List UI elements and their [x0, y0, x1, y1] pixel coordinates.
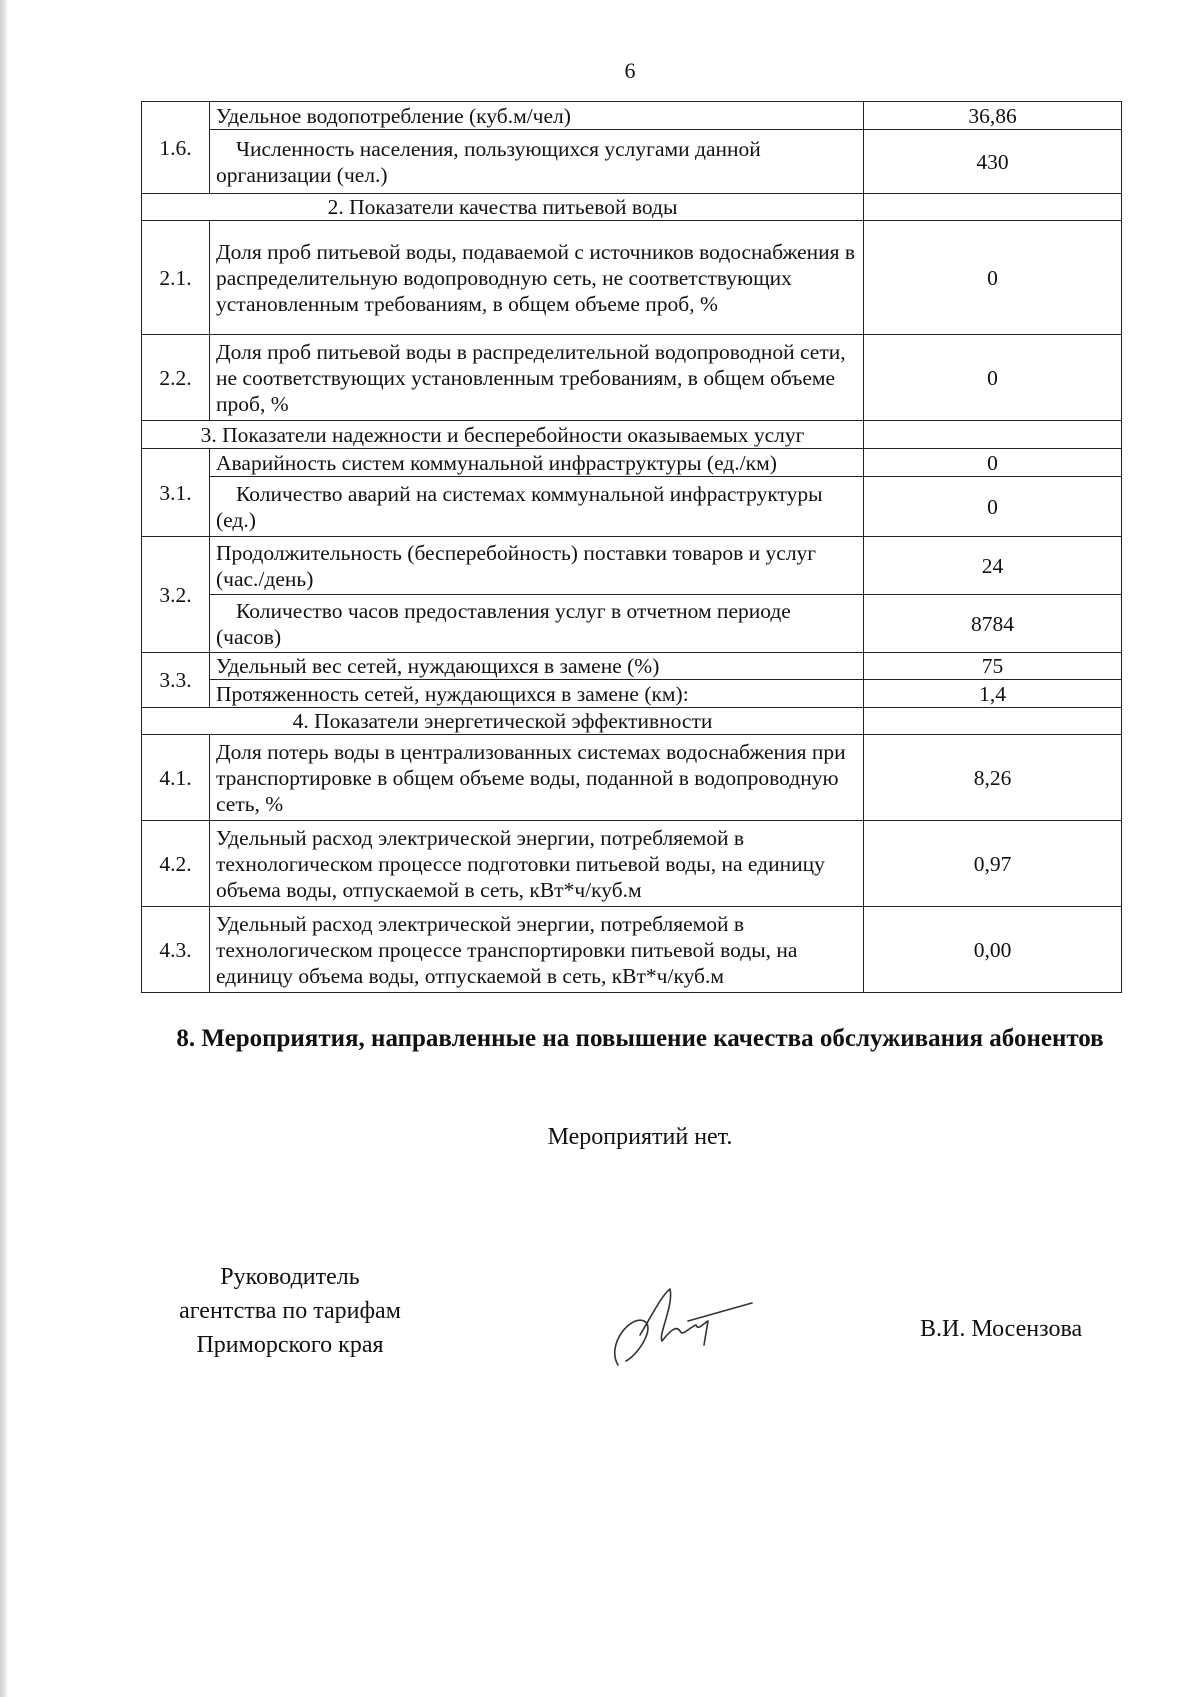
- indicator-value: 24: [864, 537, 1122, 595]
- table-row: [142, 102, 1122, 130]
- indicator-value: 0: [864, 221, 1122, 335]
- table-row: [142, 653, 1122, 680]
- indicator-value: 75: [864, 653, 1122, 680]
- indicator-value: 36,86: [864, 102, 1122, 130]
- table-row: [142, 221, 1122, 335]
- table-row: [142, 735, 1122, 821]
- indicator-value: 0: [864, 477, 1122, 537]
- indicator-name: Удельный расход электрической энергии, потребляемой в технологическом процессе транспортировки питьевой воды, на единицу объема воды, отпускаемой в сеть, кВт*ч/куб.м: [210, 907, 864, 993]
- row-number: 2.2.: [142, 335, 210, 421]
- signer-title: [130, 1260, 450, 1362]
- indicator-value: 0,97: [864, 821, 1122, 907]
- section-row: [142, 194, 1122, 221]
- signer-title-line: Приморского края: [196, 1332, 384, 1358]
- indicator-name: Удельное водопотребление (куб.м/чел): [210, 102, 864, 130]
- indicators-table: [141, 101, 1122, 993]
- indicator-name: Численность населения, пользующихся услугами данной организации (чел.): [210, 130, 864, 194]
- table-row: [142, 595, 1122, 653]
- indicator-name: Количество аварий на системах коммунальной инфраструктуры (ед.): [210, 477, 864, 537]
- section-8-title: 8. Мероприятия, направленные на повышение качества обслуживания абонентов: [176, 1025, 1104, 1052]
- no-measures-text: Мероприятий нет.: [547, 1124, 733, 1150]
- row-number: 3.2.: [142, 537, 210, 653]
- indicator-name: Протяженность сетей, нуждающихся в замене (км):: [210, 680, 864, 708]
- row-number: 3.3.: [142, 653, 210, 708]
- indicator-name: Продолжительность (бесперебойность) поставки товаров и услуг (час./день): [210, 537, 864, 595]
- indicator-value: 8784: [864, 595, 1122, 653]
- section-blank-cell: [864, 708, 1122, 735]
- scan-edge: [0, 0, 7, 1697]
- indicator-value: 0: [864, 449, 1122, 477]
- section-blank-cell: [864, 194, 1122, 221]
- row-number: 4.2.: [142, 821, 210, 907]
- indicator-value: 8,26: [864, 735, 1122, 821]
- section-heading: 2. Показатели качества питьевой воды: [142, 194, 864, 221]
- table-row: [142, 537, 1122, 595]
- section-heading: 4. Показатели энергетической эффективности: [142, 708, 864, 735]
- indicator-name: Аварийность систем коммунальной инфраструктуры (ед./км): [210, 449, 864, 477]
- table-row: [142, 907, 1122, 993]
- row-number: 3.1.: [142, 449, 210, 537]
- row-number: 4.3.: [142, 907, 210, 993]
- indicator-name: Удельный расход электрической энергии, потребляемой в технологическом процессе подготовки питьевой воды, на единицу объема воды, отпускаемой в сеть, кВт*ч/куб.м: [210, 821, 864, 907]
- section-row: [142, 421, 1122, 449]
- row-number: 2.1.: [142, 221, 210, 335]
- signer-title-line: Руководитель: [220, 1264, 360, 1290]
- indicator-name: Удельный вес сетей, нуждающихся в замене (%): [210, 653, 864, 680]
- table-row: [142, 477, 1122, 537]
- signer-name: В.И. Мосензова: [920, 1316, 1083, 1342]
- section-blank-cell: [864, 421, 1122, 449]
- table-row: [142, 449, 1122, 477]
- indicator-name: Доля проб питьевой воды, подаваемой с источников водоснабжения в распределительную водопроводную сеть, не соответствующих установленным требованиям, в общем объеме проб, %: [210, 221, 864, 335]
- indicator-value: 1,4: [864, 680, 1122, 708]
- table-row: [142, 680, 1122, 708]
- row-number: 4.1.: [142, 735, 210, 821]
- section-heading: 3. Показатели надежности и бесперебойности оказываемых услуг: [142, 421, 864, 449]
- indicator-value: 0: [864, 335, 1122, 421]
- signer-title-line: агентства по тарифам: [179, 1298, 401, 1324]
- table-row: [142, 821, 1122, 907]
- page-number: 6: [624, 58, 636, 83]
- table-row: [142, 130, 1122, 194]
- indicator-value: 430: [864, 130, 1122, 194]
- handwritten-signature-icon: [600, 1275, 760, 1375]
- indicator-name: Доля потерь воды в централизованных системах водоснабжения при транспортировке в общем объеме воды, поданной в водопроводную сеть, %: [210, 735, 864, 821]
- row-number: 1.6.: [142, 102, 210, 194]
- indicator-value: 0,00: [864, 907, 1122, 993]
- table-row: [142, 335, 1122, 421]
- indicator-name: Количество часов предоставления услуг в отчетном периоде (часов): [210, 595, 864, 653]
- indicator-name: Доля проб питьевой воды в распределительной водопроводной сети, не соответствующих установленным требованиям, в общем объеме проб, %: [210, 335, 864, 421]
- section-row: [142, 708, 1122, 735]
